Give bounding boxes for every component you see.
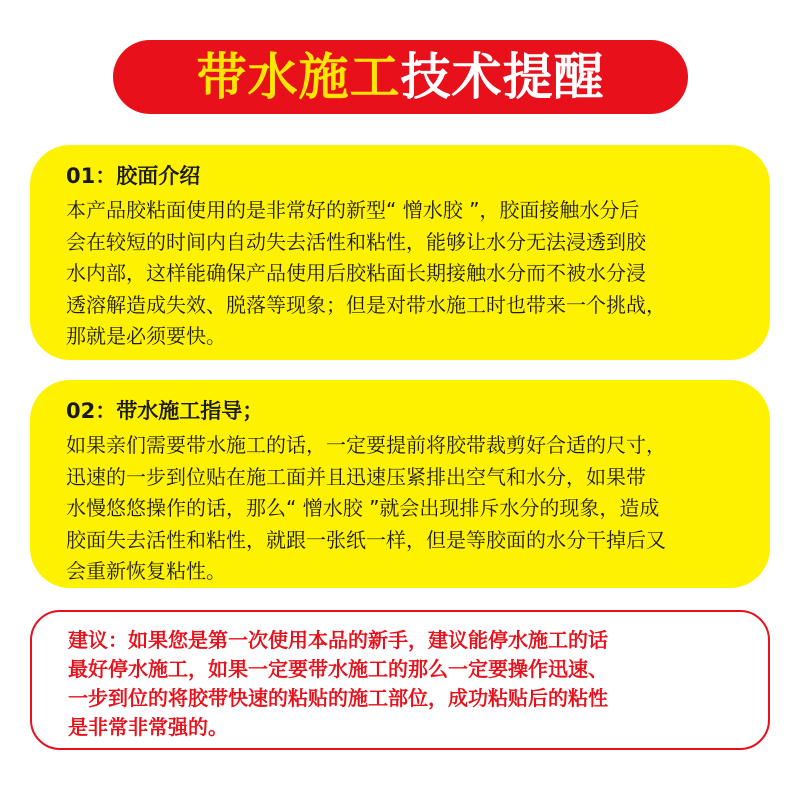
advice-line: 最好停水施工，如果一定要带水施工的那么一定要操作迅速、: [68, 657, 608, 681]
section-heading: 02：带水施工指导；: [66, 399, 264, 423]
section-heading: 01：胶面介绍: [66, 164, 201, 188]
paragraph-line: 透溶解造成失效、脱落等现象；但是对带水施工时也带来一个挑战，: [66, 292, 666, 317]
advice-line: 建议：如果您是第一次使用本品的新手，建议能停水施工的话: [68, 628, 608, 652]
paragraph-line: 胶面失去活性和粘性，就跟一张纸一样，但是等胶面的水分干掉后又: [66, 527, 666, 552]
paragraph-line: 水慢悠悠操作的话，那么“ 憎水胶 ”就会出现排斥水分的现象，造成: [66, 496, 660, 520]
title-banner: [113, 40, 688, 114]
paragraph-line: 会重新恢复粘性。: [66, 559, 226, 583]
title-rest: 技术提醒: [400, 48, 605, 106]
title-highlight: 带水施工: [196, 48, 401, 106]
advice-line: 是非常非常强的。: [68, 715, 228, 739]
section-glue-intro: [30, 145, 770, 360]
paragraph-line: 会在较短的时间内自动失去活性和粘性，能够让水分无法浸透到胶: [66, 229, 646, 254]
advice-line: 一步到位的将胶带快速的粘贴的施工部位，成功粘贴后的粘性: [68, 686, 608, 710]
paragraph-line: 那就是必须要快。: [66, 324, 226, 348]
paragraph-line: 迅速的一步到位贴在施工面并且迅速压紧排出空气和水分，如果带: [66, 464, 646, 489]
paragraph-line: 水内部，这样能确保产品使用后胶粘面长期接触水分而不被水分浸: [66, 261, 646, 285]
page-title: [196, 48, 605, 106]
paragraph-line: 本产品胶粘面使用的是非常好的新型“ 憎水胶 ”，胶面接触水分后: [66, 198, 640, 222]
section-wet-application-guide: [30, 380, 770, 588]
paragraph-line: 如果亲们需要带水施工的话，一定要提前将胶带裁剪好合适的尺寸，: [66, 433, 666, 457]
advice-box: [30, 610, 770, 750]
